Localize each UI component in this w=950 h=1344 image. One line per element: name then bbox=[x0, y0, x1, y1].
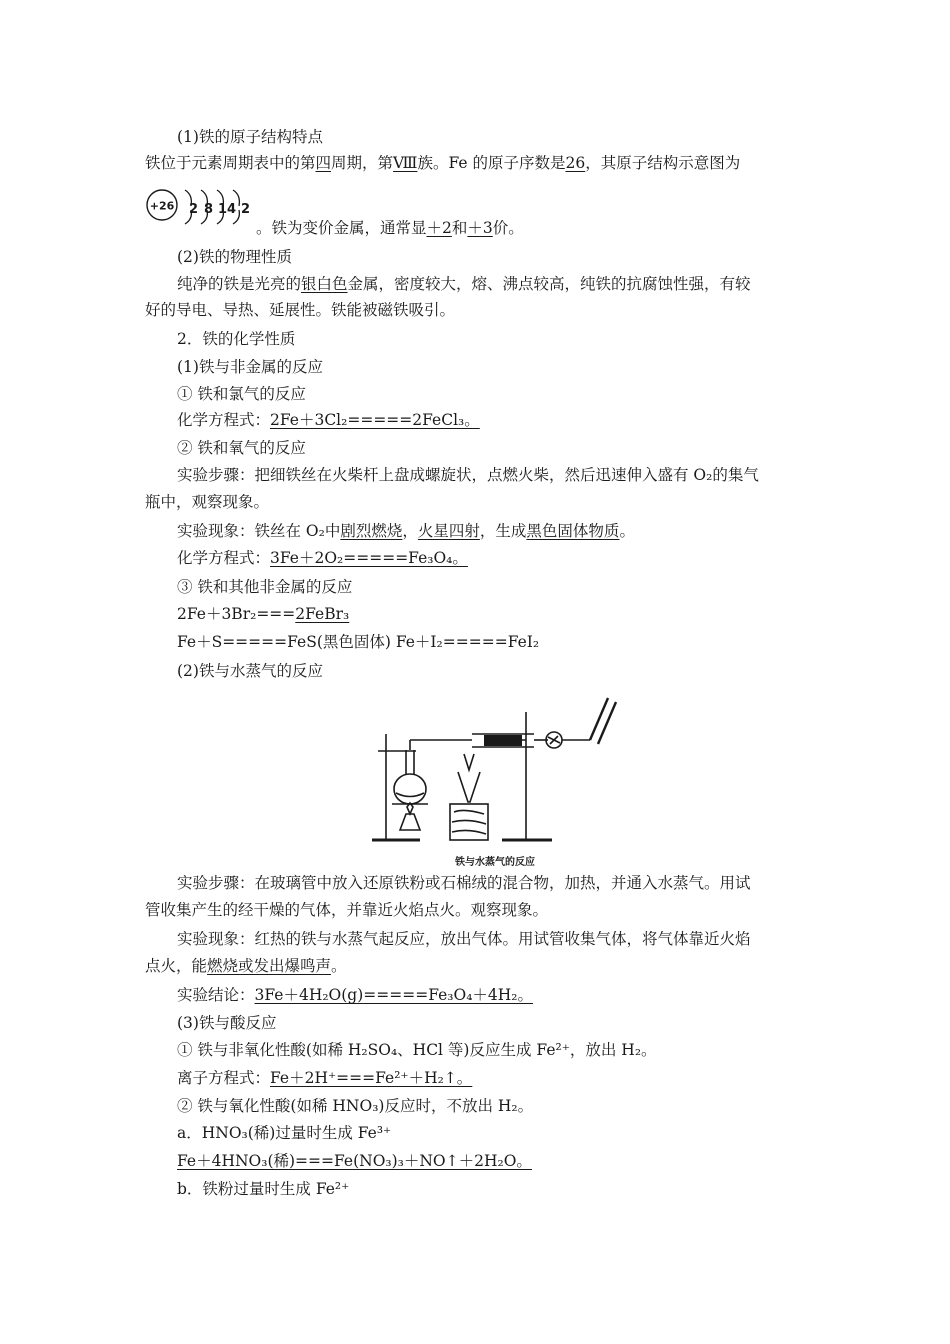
flame-right bbox=[464, 754, 474, 770]
paragraph-steam-steps-2: 管收集产生的经干燥的气体，并靠近火焰点火。观察现象。 bbox=[145, 901, 549, 919]
paragraph-steam-phenomena-2: 点火，能燃烧或发出爆鸣声。 bbox=[145, 957, 347, 975]
paragraph-physical-2: 好的导电、导热、延展性。铁能被磁铁吸引。 bbox=[145, 301, 456, 319]
heading-acid-reaction: (3)铁与酸反应 bbox=[177, 1014, 277, 1032]
heading-chemical-properties: 2．铁的化学性质 bbox=[177, 330, 296, 348]
item-nitric-excess: a．HNO₃(稀)过量时生成 Fe³⁺ bbox=[177, 1124, 392, 1142]
wood-grain bbox=[452, 810, 486, 834]
shell-electrons-1: 2 bbox=[189, 202, 199, 217]
figure-caption: 铁与水蒸气的反应 bbox=[455, 857, 535, 868]
collecting-test-tube-wall bbox=[598, 702, 616, 744]
equation-iron-bromine: 2Fe＋3Br₂===2FeBr₃ bbox=[177, 605, 350, 623]
nucleus-charge: +26 bbox=[149, 199, 175, 213]
paragraph-steam-steps-1: 实验步骤：在玻璃管中放入还原铁粉或石棉绒的混合物，加热，并通入水蒸气。用试 bbox=[177, 874, 751, 892]
equation-steam-conclusion: 实验结论：3Fe＋4H₂O(g)=====Fe₃O₄＋4H₂。 bbox=[177, 986, 534, 1004]
paragraph-oxygen-phenomena: 实验现象：铁丝在 O₂中剧烈燃烧，火星四射，生成黑色固体物质。 bbox=[177, 522, 635, 540]
paragraph-oxygen-steps-1: 实验步骤：把细铁丝在火柴杆上盘成螺旋状，点燃火柴，然后迅速伸入盛有 O₂的集气 bbox=[177, 466, 759, 484]
shell-electrons-2: 8 bbox=[204, 202, 214, 217]
heading-physical-properties: (2)铁的物理性质 bbox=[177, 248, 292, 266]
paragraph-valence: 。铁为变价金属，通常显＋2和＋3价。 bbox=[256, 219, 524, 237]
steam-reaction-apparatus-figure bbox=[372, 692, 622, 872]
equation-iron-sulfur-iodine: Fe＋S=====FeS(黑色固体) Fe＋I₂=====FeI₂ bbox=[177, 633, 540, 651]
shell-electrons-3: 14 bbox=[218, 202, 237, 217]
item-oxidizing-acid: ② 铁与氧化性酸(如稀 HNO₃)反应时，不放出 H₂。 bbox=[177, 1097, 534, 1115]
item-iron-chlorine: ① 铁和氯气的反应 bbox=[177, 385, 306, 403]
item-other-nonmetals: ③ 铁和其他非金属的反应 bbox=[177, 578, 353, 596]
equation-nitric-excess: Fe＋4HNO₃(稀)===Fe(NO₃)₃＋NO↑＋2H₂O。 bbox=[177, 1152, 532, 1170]
equation-iron-oxygen: 化学方程式：3Fe＋2O₂=====Fe₃O₄。 bbox=[177, 549, 468, 567]
round-flask bbox=[394, 774, 426, 804]
collecting-test-tube bbox=[590, 698, 608, 740]
alcohol-lamp-left bbox=[400, 814, 420, 830]
heading-nonmetal-reaction: (1)铁与非金属的反应 bbox=[177, 358, 323, 376]
item-nonoxidizing-acid: ① 铁与非氧化性酸(如稀 H₂SO₄、HCl 等)反应生成 Fe²⁺，放出 H₂。 bbox=[177, 1041, 657, 1059]
paragraph-position: 铁位于元素周期表中的第四周期，第Ⅷ族。Fe 的原子序数是26，其原子结构示意图为 bbox=[145, 154, 741, 172]
flask-liquid bbox=[396, 793, 424, 797]
item-iron-excess: b．铁粉过量时生成 Fe²⁺ bbox=[177, 1180, 350, 1198]
paragraph-steam-phenomena-1: 实验现象：红热的铁与水蒸气起反应，放出气体。用试管收集气体，将气体靠近火焰 bbox=[177, 930, 751, 948]
equation-iron-chlorine: 化学方程式：2Fe＋3Cl₂=====2FeCl₃。 bbox=[177, 411, 480, 429]
burner-head bbox=[458, 772, 480, 802]
item-iron-oxygen: ② 铁和氧气的反应 bbox=[177, 439, 306, 457]
heading-steam-reaction: (2)铁与水蒸气的反应 bbox=[177, 662, 323, 680]
shell-electrons-4: 2 bbox=[241, 202, 251, 217]
heading-atomic-structure: (1)铁的原子结构特点 bbox=[177, 128, 323, 146]
equation-ionic: 离子方程式：Fe＋2H⁺===Fe²⁺＋H₂↑。 bbox=[177, 1069, 473, 1087]
atomic-structure-diagram bbox=[145, 184, 255, 232]
drying-agent bbox=[548, 736, 560, 744]
paragraph-physical-1: 纯净的铁是光亮的银白色金属，密度较大，熔、沸点较高，纯铁的抗腐蚀性强，有较 bbox=[177, 275, 751, 293]
paragraph-oxygen-steps-2: 瓶中，观察现象。 bbox=[145, 493, 270, 511]
